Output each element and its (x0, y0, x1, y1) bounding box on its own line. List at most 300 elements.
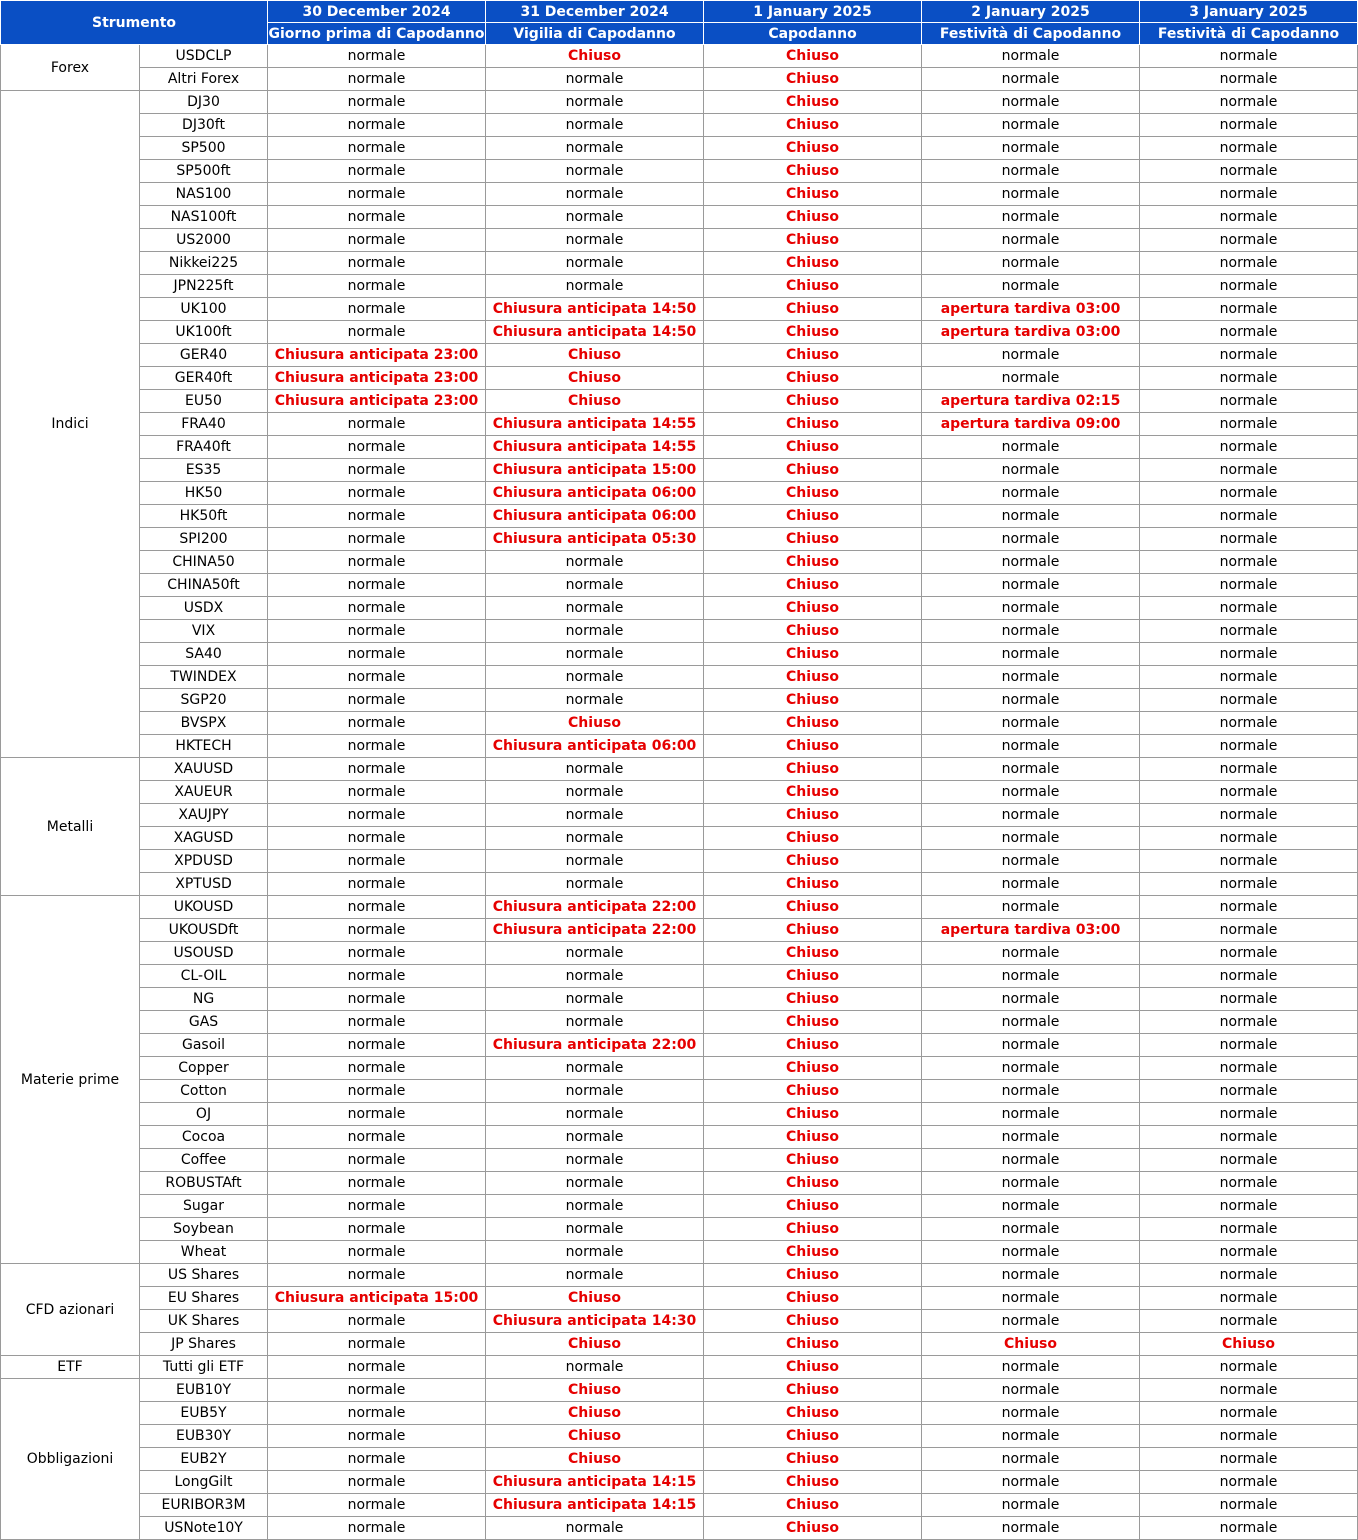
status-cell: normale (486, 1356, 704, 1379)
status-cell: Chiusura anticipata 14:55 (486, 413, 704, 436)
status-cell: normale (1140, 574, 1358, 597)
status-cell: normale (1140, 873, 1358, 896)
table-row (1, 666, 1358, 689)
table-row (1, 1218, 1358, 1241)
status-cell: normale (268, 1448, 486, 1471)
status-cell: normale (922, 1241, 1140, 1264)
table-row (1, 896, 1358, 919)
status-cell: Chiusura anticipata 23:00 (268, 367, 486, 390)
instrument-cell: Gasoil (140, 1034, 268, 1057)
table-row (1, 735, 1358, 758)
status-cell: normale (268, 1149, 486, 1172)
instrument-cell: Wheat (140, 1241, 268, 1264)
table-row (1, 1195, 1358, 1218)
status-cell: Chiuso (704, 1448, 922, 1471)
status-cell: normale (922, 689, 1140, 712)
day-date-header: 1 January 2025 (704, 1, 922, 23)
status-cell: normale (1140, 1517, 1358, 1540)
table-row (1, 45, 1358, 68)
status-cell: normale (486, 1195, 704, 1218)
table-row (1, 1425, 1358, 1448)
status-cell: normale (922, 896, 1140, 919)
status-cell: normale (268, 45, 486, 68)
status-cell: normale (1140, 1218, 1358, 1241)
status-cell: normale (486, 1218, 704, 1241)
table-row (1, 528, 1358, 551)
status-cell: Chiuso (704, 1241, 922, 1264)
status-cell: Chiuso (486, 1402, 704, 1425)
status-cell: Chiuso (704, 873, 922, 896)
status-cell: normale (1140, 206, 1358, 229)
status-cell: Chiuso (704, 758, 922, 781)
table-row (1, 1356, 1358, 1379)
status-cell: Chiuso (486, 367, 704, 390)
status-cell: normale (922, 827, 1140, 850)
status-cell: normale (1140, 1287, 1358, 1310)
status-cell: normale (486, 965, 704, 988)
status-cell: normale (922, 1195, 1140, 1218)
status-cell: Chiuso (704, 1287, 922, 1310)
status-cell: normale (268, 1310, 486, 1333)
status-cell: normale (1140, 919, 1358, 942)
status-cell: Chiuso (704, 1310, 922, 1333)
table-row (1, 344, 1358, 367)
table-row (1, 160, 1358, 183)
status-cell: normale (922, 620, 1140, 643)
table-row (1, 1517, 1358, 1540)
status-cell: normale (922, 1057, 1140, 1080)
instrument-cell: NG (140, 988, 268, 1011)
category-cell: CFD azionari (1, 1264, 140, 1356)
status-cell: normale (486, 620, 704, 643)
status-cell: normale (268, 91, 486, 114)
status-cell: normale (268, 1218, 486, 1241)
status-cell: normale (486, 574, 704, 597)
table-row (1, 712, 1358, 735)
status-cell: normale (1140, 942, 1358, 965)
status-cell: normale (1140, 1264, 1358, 1287)
status-cell: normale (1140, 1241, 1358, 1264)
status-cell: normale (268, 459, 486, 482)
status-cell: normale (922, 1126, 1140, 1149)
status-cell: Chiusura anticipata 14:50 (486, 298, 704, 321)
status-cell: normale (922, 137, 1140, 160)
status-cell: Chiuso (704, 804, 922, 827)
status-cell: normale (922, 114, 1140, 137)
table-header (1, 1, 1358, 45)
status-cell: normale (1140, 1126, 1358, 1149)
instrument-cell: TWINDEX (140, 666, 268, 689)
status-cell: normale (1140, 597, 1358, 620)
instrument-cell: USOUSD (140, 942, 268, 965)
table-row (1, 1011, 1358, 1034)
status-cell: normale (1140, 1080, 1358, 1103)
instrument-cell: Tutti gli ETF (140, 1356, 268, 1379)
status-cell: normale (1140, 413, 1358, 436)
status-cell: Chiusura anticipata 22:00 (486, 896, 704, 919)
table-row (1, 1080, 1358, 1103)
instrument-cell: EUB30Y (140, 1425, 268, 1448)
table-row (1, 804, 1358, 827)
status-cell: normale (922, 1172, 1140, 1195)
status-cell: normale (268, 68, 486, 91)
status-cell: Chiuso (704, 988, 922, 1011)
status-cell: normale (268, 413, 486, 436)
table-row (1, 1402, 1358, 1425)
status-cell: apertura tardiva 02:15 (922, 390, 1140, 413)
status-cell: normale (1140, 344, 1358, 367)
instrument-cell: GER40 (140, 344, 268, 367)
instrument-cell: EURIBOR3M (140, 1494, 268, 1517)
status-cell: normale (922, 850, 1140, 873)
instrument-cell: XPDUSD (140, 850, 268, 873)
status-cell: normale (922, 1379, 1140, 1402)
status-cell: Chiuso (704, 344, 922, 367)
status-cell: normale (486, 643, 704, 666)
status-cell: normale (486, 804, 704, 827)
status-cell: normale (922, 1356, 1140, 1379)
table-row (1, 505, 1358, 528)
status-cell: normale (486, 689, 704, 712)
status-cell: normale (1140, 689, 1358, 712)
status-cell: normale (1140, 1103, 1358, 1126)
status-cell: normale (268, 206, 486, 229)
table-row (1, 68, 1358, 91)
status-cell: Chiusura anticipata 14:15 (486, 1471, 704, 1494)
status-cell: normale (922, 68, 1140, 91)
status-cell: Chiusura anticipata 06:00 (486, 735, 704, 758)
status-cell: normale (922, 252, 1140, 275)
status-cell: normale (268, 758, 486, 781)
status-cell: Chiuso (704, 850, 922, 873)
status-cell: normale (1140, 988, 1358, 1011)
instrument-cell: OJ (140, 1103, 268, 1126)
status-cell: normale (486, 988, 704, 1011)
instrument-cell: Cocoa (140, 1126, 268, 1149)
instrument-cell: BVSPX (140, 712, 268, 735)
table-row (1, 827, 1358, 850)
status-cell: normale (922, 988, 1140, 1011)
status-cell: normale (922, 459, 1140, 482)
status-cell: normale (268, 988, 486, 1011)
status-cell: normale (268, 436, 486, 459)
day-name-header: Festività di Capodanno (1140, 23, 1358, 45)
status-cell: Chiuso (704, 413, 922, 436)
table-row (1, 942, 1358, 965)
status-cell: normale (922, 1517, 1140, 1540)
status-cell: normale (486, 252, 704, 275)
status-cell: normale (268, 505, 486, 528)
status-cell: normale (922, 1011, 1140, 1034)
status-cell: normale (486, 1011, 704, 1034)
status-cell: Chiuso (486, 1379, 704, 1402)
status-cell: apertura tardiva 03:00 (922, 321, 1140, 344)
instrument-cell: EU50 (140, 390, 268, 413)
table-row (1, 988, 1358, 1011)
status-cell: Chiuso (704, 390, 922, 413)
status-cell: normale (486, 1126, 704, 1149)
instrument-cell: ES35 (140, 459, 268, 482)
status-cell: Chiuso (704, 252, 922, 275)
status-cell: normale (268, 137, 486, 160)
category-cell: Obbligazioni (1, 1379, 140, 1540)
instrument-cell: USNote10Y (140, 1517, 268, 1540)
table-row (1, 91, 1358, 114)
status-cell: normale (486, 91, 704, 114)
instrument-cell: FRA40ft (140, 436, 268, 459)
instrument-cell: XAUEUR (140, 781, 268, 804)
status-cell: normale (922, 275, 1140, 298)
status-cell: Chiuso (704, 321, 922, 344)
status-cell: Chiuso (704, 1011, 922, 1034)
status-cell: normale (268, 160, 486, 183)
instrument-cell: XAUUSD (140, 758, 268, 781)
status-cell: normale (922, 1034, 1140, 1057)
instrument-cell: UK Shares (140, 1310, 268, 1333)
table-row (1, 252, 1358, 275)
instrument-cell: SPI200 (140, 528, 268, 551)
instrument-cell: Soybean (140, 1218, 268, 1241)
status-cell: Chiuso (704, 735, 922, 758)
instrument-cell: EUB10Y (140, 1379, 268, 1402)
table-row (1, 850, 1358, 873)
instrument-cell: XAGUSD (140, 827, 268, 850)
status-cell: Chiuso (704, 1517, 922, 1540)
status-cell: normale (268, 482, 486, 505)
day-date-header: 3 January 2025 (1140, 1, 1358, 23)
day-date-header: 31 December 2024 (486, 1, 704, 23)
table-row (1, 1149, 1358, 1172)
day-name-header: Capodanno (704, 23, 922, 45)
instrument-cell: USDCLP (140, 45, 268, 68)
status-cell: normale (922, 45, 1140, 68)
table-row (1, 1448, 1358, 1471)
category-cell: Forex (1, 45, 140, 91)
day-name-header: Vigilia di Capodanno (486, 23, 704, 45)
status-cell: normale (486, 1241, 704, 1264)
status-cell: normale (1140, 758, 1358, 781)
status-cell: Chiuso (704, 1034, 922, 1057)
instrument-cell: Altri Forex (140, 68, 268, 91)
status-cell: Chiuso (704, 45, 922, 68)
status-cell: normale (268, 896, 486, 919)
status-cell: apertura tardiva 03:00 (922, 298, 1140, 321)
instrument-cell: XAUJPY (140, 804, 268, 827)
status-cell: Chiuso (704, 1195, 922, 1218)
status-cell: normale (268, 298, 486, 321)
status-cell: normale (1140, 666, 1358, 689)
status-cell: normale (922, 666, 1140, 689)
table-row (1, 298, 1358, 321)
status-cell: normale (922, 781, 1140, 804)
status-cell: normale (1140, 528, 1358, 551)
status-cell: normale (486, 1103, 704, 1126)
table-row (1, 758, 1358, 781)
status-cell: normale (268, 229, 486, 252)
status-cell: Chiuso (704, 1402, 922, 1425)
status-cell: Chiuso (704, 1264, 922, 1287)
status-cell: Chiuso (486, 1448, 704, 1471)
status-cell: Chiuso (704, 505, 922, 528)
status-cell: Chiuso (704, 1103, 922, 1126)
status-cell: normale (268, 597, 486, 620)
instrument-cell: EU Shares (140, 1287, 268, 1310)
status-cell: Chiuso (704, 1172, 922, 1195)
table-row (1, 1034, 1358, 1057)
status-cell: Chiusura anticipata 05:30 (486, 528, 704, 551)
status-cell: Chiuso (704, 482, 922, 505)
status-cell: normale (486, 873, 704, 896)
status-cell: normale (1140, 275, 1358, 298)
table-row (1, 1264, 1358, 1287)
instrument-cell: NAS100ft (140, 206, 268, 229)
category-cell: Indici (1, 91, 140, 758)
table-row (1, 390, 1358, 413)
status-cell: normale (1140, 1402, 1358, 1425)
status-cell: normale (486, 827, 704, 850)
instrument-cell: UK100ft (140, 321, 268, 344)
status-cell: normale (922, 1494, 1140, 1517)
status-cell: normale (268, 1080, 486, 1103)
status-cell: Chiuso (704, 367, 922, 390)
status-cell: Chiuso (704, 712, 922, 735)
status-cell: Chiuso (704, 298, 922, 321)
day-name-header: Giorno prima di Capodanno (268, 23, 486, 45)
status-cell: normale (268, 643, 486, 666)
status-cell: normale (268, 275, 486, 298)
status-cell: Chiuso (704, 1057, 922, 1080)
status-cell: normale (268, 1356, 486, 1379)
status-cell: normale (1140, 781, 1358, 804)
table-row (1, 620, 1358, 643)
status-cell: Chiuso (704, 551, 922, 574)
status-cell: normale (268, 252, 486, 275)
category-cell: Metalli (1, 758, 140, 896)
status-cell: Chiusura anticipata 22:00 (486, 919, 704, 942)
status-cell: normale (922, 942, 1140, 965)
status-cell: normale (1140, 68, 1358, 91)
status-cell: normale (922, 712, 1140, 735)
status-cell: Chiusura anticipata 23:00 (268, 390, 486, 413)
day-date-header: 2 January 2025 (922, 1, 1140, 23)
status-cell: Chiusura anticipata 14:15 (486, 1494, 704, 1517)
table-row (1, 1471, 1358, 1494)
instrument-cell: EUB2Y (140, 1448, 268, 1471)
status-cell: normale (922, 574, 1140, 597)
status-cell: normale (486, 1517, 704, 1540)
instrument-cell: DJ30ft (140, 114, 268, 137)
status-cell: normale (1140, 482, 1358, 505)
status-cell: normale (486, 229, 704, 252)
status-cell: Chiuso (704, 643, 922, 666)
status-cell: normale (486, 183, 704, 206)
status-cell: normale (268, 1057, 486, 1080)
status-cell: Chiuso (922, 1333, 1140, 1356)
table-row (1, 206, 1358, 229)
table-row (1, 781, 1358, 804)
status-cell: normale (486, 275, 704, 298)
status-cell: normale (268, 1402, 486, 1425)
status-cell: normale (268, 1264, 486, 1287)
table-row (1, 965, 1358, 988)
status-cell: Chiuso (704, 942, 922, 965)
status-cell: normale (922, 344, 1140, 367)
table-row (1, 459, 1358, 482)
status-cell: Chiuso (704, 160, 922, 183)
status-cell: normale (1140, 390, 1358, 413)
status-cell: Chiuso (704, 896, 922, 919)
instrument-cell: ROBUSTAft (140, 1172, 268, 1195)
status-cell: normale (922, 1103, 1140, 1126)
status-cell: Chiuso (704, 528, 922, 551)
status-cell: Chiusura anticipata 22:00 (486, 1034, 704, 1057)
status-cell: Chiusura anticipata 15:00 (486, 459, 704, 482)
instrument-cell: CL-OIL (140, 965, 268, 988)
instrument-cell: CHINA50 (140, 551, 268, 574)
table-row (1, 1241, 1358, 1264)
status-cell: normale (486, 942, 704, 965)
status-cell: normale (268, 574, 486, 597)
status-cell: normale (922, 1149, 1140, 1172)
day-name-header: Festività di Capodanno (922, 23, 1140, 45)
status-cell: normale (922, 804, 1140, 827)
status-cell: normale (1140, 229, 1358, 252)
status-cell: normale (922, 482, 1140, 505)
instrument-cell: DJ30 (140, 91, 268, 114)
status-cell: Chiusura anticipata 23:00 (268, 344, 486, 367)
status-cell: normale (268, 1517, 486, 1540)
status-cell: normale (922, 735, 1140, 758)
status-cell: normale (922, 873, 1140, 896)
status-cell: apertura tardiva 03:00 (922, 919, 1140, 942)
status-cell: normale (922, 965, 1140, 988)
status-cell: normale (922, 643, 1140, 666)
status-cell: normale (268, 321, 486, 344)
status-cell: Chiuso (1140, 1333, 1358, 1356)
status-cell: normale (1140, 1057, 1358, 1080)
status-cell: normale (1140, 1149, 1358, 1172)
table-row (1, 137, 1358, 160)
table-row (1, 1379, 1358, 1402)
instrument-cell: Cotton (140, 1080, 268, 1103)
instrument-cell: US2000 (140, 229, 268, 252)
status-cell: Chiuso (704, 68, 922, 91)
status-cell: Chiuso (704, 1333, 922, 1356)
status-cell: normale (1140, 1034, 1358, 1057)
status-cell: normale (1140, 321, 1358, 344)
status-cell: normale (922, 1264, 1140, 1287)
table-row (1, 275, 1358, 298)
status-cell: Chiuso (486, 712, 704, 735)
status-cell: normale (1140, 1011, 1358, 1034)
instrument-cell: SP500 (140, 137, 268, 160)
status-cell: Chiuso (704, 1149, 922, 1172)
status-cell: apertura tardiva 09:00 (922, 413, 1140, 436)
status-cell: normale (268, 1241, 486, 1264)
status-cell: normale (1140, 367, 1358, 390)
status-cell: normale (268, 1172, 486, 1195)
status-cell: normale (922, 1402, 1140, 1425)
instrument-cell: FRA40 (140, 413, 268, 436)
instrument-cell: USDX (140, 597, 268, 620)
status-cell: normale (486, 758, 704, 781)
status-cell: normale (486, 114, 704, 137)
status-cell: normale (486, 1149, 704, 1172)
table-row (1, 597, 1358, 620)
status-cell: normale (922, 1218, 1140, 1241)
status-cell: normale (1140, 551, 1358, 574)
status-cell: normale (268, 183, 486, 206)
